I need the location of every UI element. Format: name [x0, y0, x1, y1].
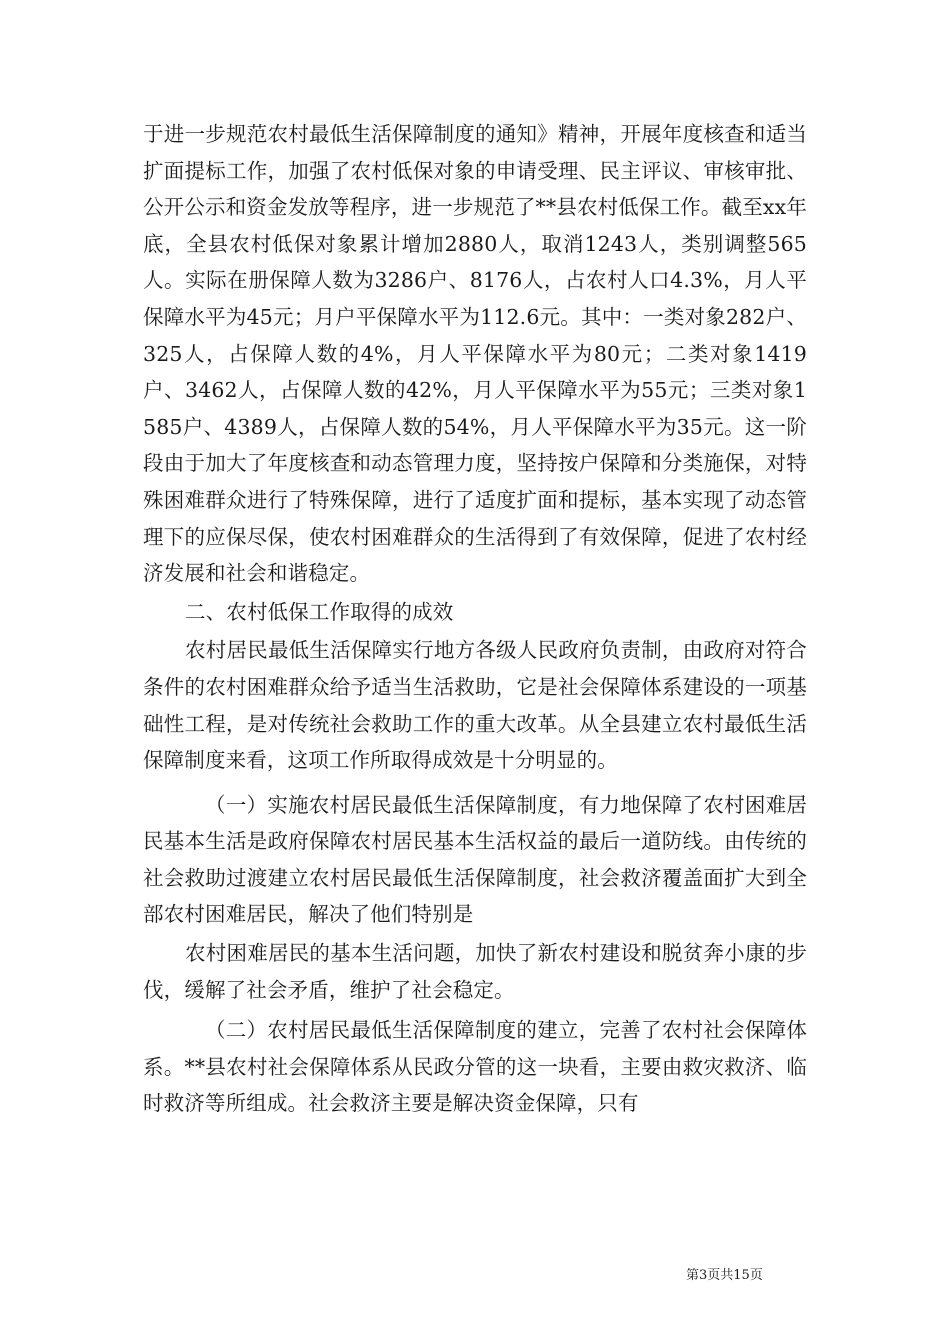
paragraph-subsection-one-continued: 农村困难居民的基本生活问题，加快了新农村建设和脱贫奔小康的步伐，缓解了社会矛盾，维护了社会稳定。 — [143, 941, 807, 1002]
page-number-footer: 第3页共15页 — [686, 1268, 763, 1283]
paragraph-subsection-two: （二）农村居民最低生活保障制度的建立，完善了农村社会保障体系。**县农村社会保障体系从民政分管的这一块看，主要由救灾救济、临时救济等所组成。社会救济主要是解决资金保障，只有 — [143, 1018, 807, 1116]
paragraph-low-income-stats: 于进一步规范农村最低生活保障制度的通知》精神，开展年度核查和适当扩面提标工作，加强了农村低保对象的申请受理、民主评议、审核审批、公开公示和资金发放等程序，进一步规范了**县农村低保工作。截至xx年底，全县农村低保对象累计增加2880人，取消1243人，类别调整565人。实际在册保障人数为3286户、8176人，占农村人口4.3%，月人平保障水平为45元；月户平保障水平为112.6元。其中：一类对象282户、325人，占保障人数的4%，月人平保障水平为80元；二类对象1419户、3462人，占保障人数的42%，月人平保障水平为55元；三类对象1585户、4389人，占保障人数的54%，月人平保障水平为35元。这一阶段由于加大了年度核查和动态管理力度，坚持按户保障和分类施保，对特殊困难群众进行了特殊保障，进行了适度扩面和提标，基本实现了动态管理下的应保尽保，使农村困难群众的生活得到了有效保障，促进了农村经济发展和社会和谐稳定。 — [143, 122, 807, 586]
document-body — [143, 116, 807, 1122]
paragraph-achievements-intro: 农村居民最低生活保障实行地方各级人民政府负责制，由政府对符合条件的农村困难群众给予适当生活救助，它是社会保障体系建设的一项基础性工程，是对传统社会救助工作的重大改革。从全县建立农村最低生活保障制度来看，这项工作所取得成效是十分明显的。 — [143, 638, 807, 773]
paragraph-subsection-one: （一）实施农村居民最低生活保障制度，有力地保障了农村困难居民基本生活是政府保障农村居民基本生活权益的最后一道防线。由传统的社会救助过渡建立农村居民最低生活保障制度，社会救济覆盖面扩大到全部农村困难居民，解决了他们特别是 — [143, 792, 807, 927]
section-heading-achievements: 二、农村低保工作取得的成效 — [185, 599, 454, 624]
